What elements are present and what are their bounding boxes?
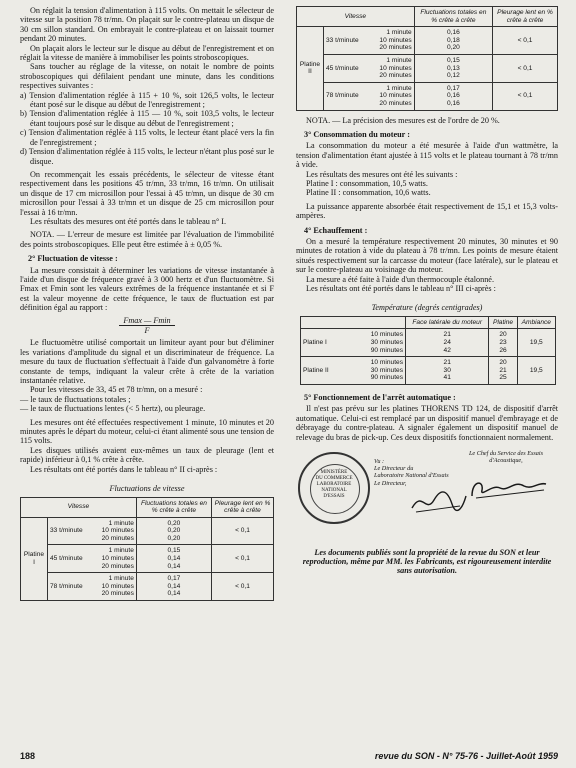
time-value: 1 minute	[108, 547, 134, 555]
time-value: 90 minutes	[370, 374, 403, 382]
value: 42	[443, 346, 451, 354]
value-cell	[136, 573, 211, 601]
laboratory-seal	[298, 452, 370, 524]
time-list	[345, 331, 403, 354]
value: 20	[499, 331, 507, 339]
page-number: 188	[20, 751, 36, 761]
time-list	[347, 359, 403, 382]
seal-text: LABORATOIRE	[316, 482, 352, 488]
table-row	[48, 545, 137, 573]
list-item: — le taux de fluctuations totales ;	[20, 394, 131, 404]
table-header-empty	[301, 316, 406, 329]
speed-label: 33 t/minute	[50, 527, 83, 535]
platine-label: Platine II	[303, 366, 329, 374]
time-value: 20 minutes	[101, 534, 134, 542]
seal-inner-ring	[310, 464, 360, 514]
chief-signature	[466, 474, 550, 502]
table-header: Pleurage lent en % crête à crête	[493, 7, 558, 27]
time-value: 20 minutes	[101, 590, 134, 598]
copyright-notice: Les documents publiés sont la propriété de la revue du SON et leur reproduction, même par MM. les Fabricants, est rigoureusement interdite sans autorisation.	[302, 548, 552, 576]
table-header: Platine	[489, 316, 517, 329]
time-value: 20 minutes	[379, 44, 412, 52]
ambiance-value: 19,5	[517, 357, 555, 385]
speed-label: 45 t/minute	[326, 64, 359, 72]
value: 24	[443, 339, 451, 347]
list-item: c) Tension d'alimentation réglée à 115 volts, le lecteur étant placé vers la fin de l'enregistrement ;	[20, 128, 274, 147]
time-value: 20 minutes	[379, 72, 412, 80]
table-header: Vitesse	[297, 7, 415, 27]
left-column	[20, 6, 274, 601]
time-value: 1 minute	[386, 29, 412, 37]
time-value: 10 minutes	[379, 36, 412, 44]
seal-text: D'ESSAIS	[323, 494, 345, 500]
value: 0,15	[446, 56, 460, 64]
platine-temp-cell	[489, 329, 517, 357]
table-header: Face latérale du moteur	[406, 316, 489, 329]
value: 41	[443, 374, 451, 382]
director-approval	[374, 458, 449, 487]
paragraph: Sans toucher au réglage de la vitesse, on notait le nombre de points stroboscopiques qui défilaient pendant une minute, dans les conditions respectives suivantes :	[20, 62, 274, 91]
list-item: b) Tension d'alimentation réglée à 115 — 10 %, soit 103,5 volts, le lecteur étant toujours posé sur le disque au début de l'enregistrement ;	[20, 109, 274, 128]
value: 0,16	[446, 92, 460, 100]
temperature-table	[300, 316, 556, 385]
face-temp-cell	[406, 357, 489, 385]
value: 0,14	[167, 555, 181, 563]
value: 26	[499, 346, 507, 354]
table-row	[324, 54, 415, 82]
section-heading-arret: 5° Fonctionnement de l'arrêt automatique :	[304, 393, 456, 402]
time-value: 20 minutes	[379, 99, 412, 107]
time-list	[369, 85, 412, 108]
result-line: Platine I : consommation, 10,5 watts.	[306, 178, 428, 188]
signature-area	[296, 448, 558, 546]
value: 0,16	[446, 29, 460, 37]
table-row	[301, 329, 406, 357]
time-value: 20 minutes	[101, 562, 134, 570]
paragraph: La mesure a été faite à l'aide d'un thermocouple étalonné.	[306, 274, 494, 284]
time-value: 10 minutes	[379, 64, 412, 72]
platine-temp-cell	[489, 357, 517, 385]
value: 0,15	[167, 547, 181, 555]
paragraph: On plaçait alors le lecteur sur le disque au début de l'enregistrement et on réglait la vitesse de manière à immobiliser les points stroboscopiques.	[20, 43, 274, 63]
list-item: a) Tension d'alimentation réglée à 115 + 10 %, soit 126,5 volts, le lecteur étant posé sur le disque au début de l'enregistrement ;	[20, 90, 274, 110]
wow-value: < 0,1	[493, 54, 558, 82]
paragraph: Les résultats ont été portés dans le tableau n° II ci-après :	[30, 464, 218, 474]
value: 0,14	[167, 590, 181, 598]
ambiance-value: 19,5	[517, 329, 555, 357]
time-value: 90 minutes	[370, 346, 403, 354]
chief-line: Le Chef du Service des Essais	[468, 450, 544, 458]
platine-label: Platine I	[21, 517, 48, 600]
time-value: 10 minutes	[101, 527, 134, 535]
table-row	[324, 27, 415, 55]
value-cell	[414, 27, 492, 55]
section-heading-consommation: 3° Consommation du moteur :	[304, 129, 410, 139]
value: 0,20	[446, 44, 460, 52]
time-list	[92, 547, 134, 570]
value: 0,14	[167, 582, 181, 590]
value: 30	[443, 366, 451, 374]
director-signature	[408, 488, 468, 516]
table-header: Pleurage lent en % crête à crête	[211, 497, 273, 517]
paragraph: La consommation du moteur a été mesurée à l'aide d'un wattmètre, la tension d'alimentation étant ajustée à 115 volts et le plateau tournant à 78 tr/mn à vide.	[296, 141, 558, 170]
time-list	[369, 29, 412, 52]
value: 21	[499, 366, 507, 374]
seal-text: MINISTÈRE	[320, 470, 348, 476]
approval-line: Vu :	[374, 458, 385, 466]
fluctuation-table-platine-1	[20, 497, 274, 602]
service-chief	[456, 450, 556, 464]
table-header: Vitesse	[21, 497, 137, 517]
section-heading-fluctuation: 2° Fluctuation de vitesse :	[28, 254, 118, 264]
journal-reference: revue du SON - N° 75-76 - Juillet-Août 1959	[374, 751, 558, 761]
value: 0,12	[446, 72, 460, 80]
table-caption: Température (degrés centigrades)	[371, 303, 483, 313]
approval-line: Laboratoire National d'Essais	[374, 472, 449, 480]
time-list	[92, 520, 134, 543]
paragraph: Pour les vitesses de 33, 45 et 78 tr/mn, on a mesuré :	[30, 385, 203, 395]
list-item: — le taux de fluctuations lentes (< 5 hertz), ou pleurage.	[20, 404, 206, 414]
value: 23	[499, 339, 507, 347]
chief-line: d'Acoustique,	[489, 457, 523, 465]
speed-label: 45 t/minute	[50, 555, 83, 563]
formula-denominator: F	[144, 326, 150, 335]
value-cell	[414, 54, 492, 82]
value: 0,14	[167, 562, 181, 570]
paragraph: Les mesures ont été effectuées respectivement 1 minute, 10 minutes et 20 minutes après le départ du moteur, celui-ci étant alimenté sous une tension de 115 volts.	[20, 417, 274, 446]
table-header: Fluctuations totales en % crête à crête	[136, 497, 211, 517]
value-cell	[414, 82, 492, 110]
paragraph: Les résultats des mesures ont été les suivants :	[306, 169, 458, 179]
wow-value: < 0,1	[211, 517, 273, 545]
wow-value: < 0,1	[211, 573, 273, 601]
wow-value: < 0,1	[493, 27, 558, 55]
time-value: 10 minutes	[101, 582, 134, 590]
platine-label: Platine I	[303, 339, 327, 347]
paragraph: On a mesuré la température respectivement 20 minutes, 30 minutes et 90 minutes de rotation à vide du plateau à 78 tr/mn. Les points de mesure étaient situés respectivement sur la carcasse du moteur (face latérale), sur le plateau et sur le contre-plateau au voisinage du moteur.	[296, 237, 558, 275]
time-value: 10 minutes	[379, 92, 412, 100]
value: 21	[443, 331, 451, 339]
paragraph: On réglait la tension d'alimentation à 115 volts. On mettait le sélecteur de vitesse sur la position 78 tr/mn. On plaçait sur le contre-plateau un disque de 30 cm sillon standard. On embrayait le contre-plateau et on laissait tourner pendant 20 minutes.	[20, 6, 274, 44]
value: 0,20	[167, 534, 181, 542]
face-temp-cell	[406, 329, 489, 357]
paragraph: On recommençait les essais précédents, le sélecteur de vitesse étant respectivement dans les positions 45 tr/mn, 33 tr/mn, 16 tr/mn. On utilisait un disque de 17 cm microsillon pour l'essai à 45 tr/mn, un disque de 30 cm microsillon pour l'essai à 33 tr/mn et un disque de 25 cm microsillon pour l'essai à 16 tr/mn.	[20, 169, 274, 217]
value: 0,18	[446, 36, 460, 44]
table-row	[48, 573, 137, 601]
wow-value: < 0,1	[493, 82, 558, 110]
nota: NOTA. — La précision des mesures est de l'ordre de 20 %.	[306, 115, 500, 125]
formula-numerator: Fmax — Fmin	[119, 316, 174, 326]
table-header: Ambiance	[517, 316, 555, 329]
value: 0,17	[167, 575, 181, 583]
section-heading-echauffement: 4° Echauffement :	[304, 225, 368, 235]
value: 25	[499, 374, 507, 382]
wow-value: < 0,1	[211, 545, 273, 573]
table-caption: Fluctuations de vitesse	[109, 484, 185, 494]
seal-text: NATIONAL	[321, 488, 347, 494]
value: 21	[443, 359, 451, 367]
time-value: 10 minutes	[370, 359, 403, 367]
approval-line: Le Directeur,	[374, 479, 407, 487]
time-value: 1 minute	[108, 519, 134, 527]
right-column	[296, 6, 558, 576]
time-value: 30 minutes	[370, 366, 403, 374]
time-list	[92, 575, 134, 598]
time-value: 1 minute	[386, 84, 412, 92]
platine-label: Platine II	[297, 27, 324, 110]
paragraph: Les résultats ont été portés dans le tableau n° III ci-après :	[306, 284, 496, 294]
paragraph: Les résultats des mesures ont été portés dans le tableau n° I.	[30, 216, 227, 226]
speed-label: 78 t/minute	[50, 582, 83, 590]
value: 0,20	[167, 519, 181, 527]
result-line: Platine II : consommation, 10,6 watts.	[306, 188, 431, 198]
value: 0,20	[167, 527, 181, 535]
paragraph: Le fluctuomètre utilisé comportait un limiteur ayant pour but d'éliminer les variations d'amplitude du signal et un discriminateur de fréquence. La mesure du taux de fluctuation s'effectuait à l'aide d'un galvanomètre à forte constante de temps, indiquant la valeur crête à crête de la variation instantanée relative.	[20, 338, 274, 386]
paragraph: La mesure consistait à déterminer les variations de vitesse instantanée à l'aide d'un disque de fréquence gravé à 3 000 hertz et d'un fluctuomètre. Si Fmax et Fmin sont les valeurs extrêmes de la fréquence instantanée et si F est la valeur moyenne de cette fréquence, le taux de fluctuation est par définition égal au rapport :	[20, 265, 274, 313]
speed-label: 33 t/minute	[326, 36, 359, 44]
time-list	[369, 57, 412, 80]
time-value: 1 minute	[108, 575, 134, 583]
paragraph: Les disques utilisés avaient eux-mêmes un taux de pleurage (lent et rapide) inférieur à 0,1 % crête à crête.	[20, 445, 274, 465]
value-cell	[136, 517, 211, 545]
table-header: Fluctuations totales en % crête à crête	[414, 7, 492, 27]
formula	[20, 316, 274, 336]
time-value: 10 minutes	[370, 331, 403, 339]
value: 0,17	[446, 84, 460, 92]
value: 20	[499, 359, 507, 367]
value: 0,13	[446, 64, 460, 72]
value-cell	[136, 545, 211, 573]
table-row	[48, 517, 137, 545]
approval-line: Le Directeur du	[374, 465, 414, 473]
fluctuation-table-platine-2	[296, 6, 558, 111]
paragraph: Il n'est pas prévu sur les platines THORENS TD 124, de dispositif d'arrêt automatique. Celui-ci est remplacé par un dispositif manuel d'embrayage et de débrayage du contre-plateau. A signaler également un dispositif manuel de relevage du bras de pick-up. Ces deux dispositifs fonctionnaient normalement.	[296, 404, 558, 442]
seal-text: DU COMMERCE	[315, 476, 353, 482]
nota: NOTA. — L'erreur de mesure est limitée par l'évaluation de l'immobilité des points stroboscopiques. Elle peut être estimée à ± 0,05 %.	[20, 230, 274, 249]
time-value: 30 minutes	[370, 339, 403, 347]
value: 0,16	[446, 99, 460, 107]
list-item: d) Tension d'alimentation réglée à 115 volts, le lecteur n'étant plus posé sur le disque.	[20, 147, 274, 166]
time-value: 1 minute	[386, 56, 412, 64]
table-row	[301, 357, 406, 385]
paragraph: La puissance apparente absorbée était respectivement de 15,1 et 15,3 volts-ampères.	[296, 201, 558, 221]
table-row	[324, 82, 415, 110]
speed-label: 78 t/minute	[326, 92, 359, 100]
time-value: 10 minutes	[101, 555, 134, 563]
